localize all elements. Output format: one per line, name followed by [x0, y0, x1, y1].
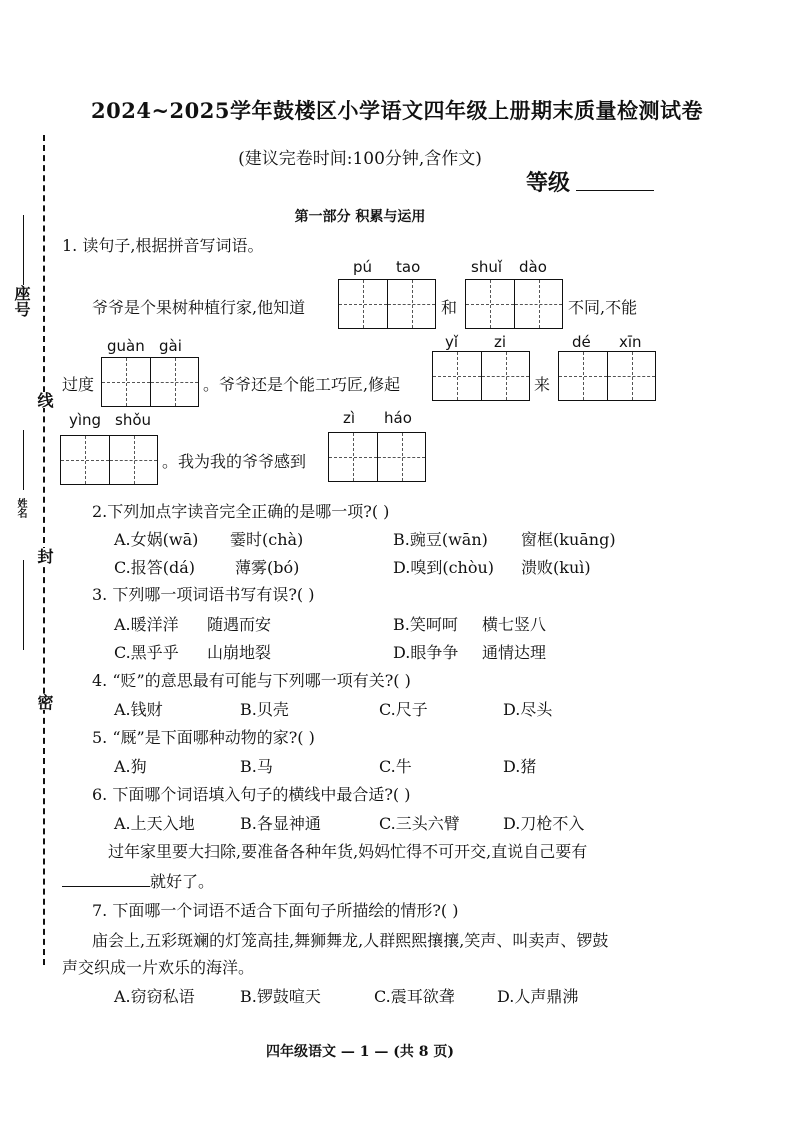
q1-text: 。我为我的爷爷感到 — [162, 452, 307, 471]
grade-label: 等级 — [526, 170, 571, 196]
q6-sentence: 过年家里要大扫除,要准备各种年货,妈妈忙得不可开交,直说自己要有 — [108, 842, 588, 861]
q6-answer-blank[interactable] — [62, 886, 150, 887]
q2-option-b[interactable] — [393, 527, 488, 550]
q7-prompt: 7. 下面哪一个词语不适合下面句子所描绘的情形?( ) — [92, 901, 459, 920]
q3-option-a[interactable] — [114, 612, 179, 635]
pinyin: guàn — [107, 337, 145, 355]
option-text: B.笑呵呵 — [393, 615, 458, 634]
q1-text: 来 — [534, 375, 551, 394]
option-text: D.眼争争 — [393, 643, 459, 662]
q1-text: 过度 — [62, 375, 95, 394]
binding-seal-char: 封 — [35, 548, 54, 564]
q7-sentence-end: 声交织成一片欢乐的海洋。 — [62, 958, 255, 977]
part-title: 第一部分 积累与运用 — [294, 209, 426, 225]
name-label: 姓名 — [15, 498, 26, 518]
q7-option-b[interactable]: B.锣鼓喧天 — [240, 987, 321, 1006]
option-text: 横七竖八 — [482, 615, 547, 634]
q5-option-d[interactable]: D.猪 — [503, 757, 537, 776]
q3-option-c[interactable] — [114, 640, 179, 663]
q2-prompt: 2.下列加点字读音完全正确的是哪一项?( ) — [92, 502, 390, 521]
pinyin: yìng — [69, 411, 102, 429]
q4-option-d[interactable]: D.尽头 — [503, 700, 553, 719]
q2-option-a-word — [230, 527, 303, 550]
pinyin: gài — [159, 337, 182, 355]
q1-text: 和 — [441, 298, 458, 317]
q5-option-c[interactable]: C.牛 — [379, 757, 412, 776]
option-text: 薄雾(bó) — [235, 558, 300, 577]
q4-option-c[interactable]: C.尺子 — [379, 700, 428, 719]
q3-option-b-2 — [482, 612, 546, 635]
q6-sentence-tail: 就好了。 — [150, 872, 215, 891]
q1-text: 爷爷是个果树种植行家,他知道 — [92, 298, 306, 317]
q6-option-b[interactable]: B.各显神通 — [240, 814, 321, 833]
q1-prompt: 1. 读句子,根据拼音写词语。 — [62, 236, 264, 255]
q2-option-d[interactable] — [393, 555, 494, 578]
option-text: C.报答(dá) — [114, 558, 196, 577]
option-text: A.女娲(wā) — [114, 530, 199, 549]
pinyin: shǒu — [115, 411, 152, 429]
q4-option-b[interactable]: B.贝壳 — [240, 700, 289, 719]
answer-grid-dexin[interactable] — [558, 351, 656, 401]
answer-grid-yizi[interactable] — [432, 351, 530, 401]
q1-text: 不同,不能 — [568, 298, 638, 317]
q6-sentence-end — [62, 869, 214, 892]
q5-prompt: 5. “厩”是下面哪种动物的家?( ) — [92, 728, 315, 747]
q7-option-d[interactable]: D.人声鼎沸 — [497, 987, 579, 1006]
option-text: 山崩地裂 — [207, 643, 272, 662]
pinyin: tao — [396, 258, 421, 276]
q7-option-a[interactable]: A.窃窃私语 — [114, 987, 195, 1006]
q6-option-a[interactable]: A.上天入地 — [114, 814, 195, 833]
q6-option-d[interactable]: D.刀枪不入 — [503, 814, 585, 833]
pinyin: dé — [572, 333, 591, 351]
page-footer: 四年级语文 — 1 — (共 8 页) — [266, 1044, 454, 1060]
q2-option-c-word — [235, 555, 299, 578]
option-text: D.嗅到(chòu) — [393, 558, 495, 577]
q3-prompt: 3. 下列哪一项词语书写有误?( ) — [92, 585, 315, 604]
binding-line-char: 线 — [35, 392, 54, 408]
q2-option-b-word — [521, 527, 616, 550]
option-text: 溃败(kuì) — [521, 558, 591, 577]
q7-option-c[interactable]: C.震耳欲聋 — [374, 987, 455, 1006]
option-text: 随遇而安 — [207, 615, 272, 634]
q6-option-c[interactable]: C.三头六臂 — [379, 814, 460, 833]
answer-grid-zihao[interactable] — [328, 432, 426, 482]
exam-title: 2024~2025学年鼓楼区小学语文四年级上册期末质量检测试卷 — [91, 98, 703, 123]
binding-secret-char: 密 — [35, 694, 54, 710]
answer-grid-guangai[interactable] — [101, 357, 199, 407]
q3-option-c-2 — [207, 640, 271, 663]
pinyin: shuǐ — [471, 258, 502, 276]
option-text: B.豌豆(wān) — [393, 530, 488, 549]
option-text: 霎时(chà) — [230, 530, 304, 549]
q2-option-d-word — [521, 555, 591, 578]
option-text: 通情达理 — [482, 643, 547, 662]
name-blank-line — [23, 430, 24, 490]
pinyin: háo — [384, 409, 412, 427]
q2-option-a[interactable] — [114, 527, 198, 550]
q3-option-b[interactable] — [393, 612, 458, 635]
q2-option-c[interactable] — [114, 555, 195, 578]
q3-option-d[interactable] — [393, 640, 458, 663]
pinyin: xīn — [619, 333, 642, 351]
q3-option-a-2 — [207, 612, 271, 635]
option-text: C.黑乎乎 — [114, 643, 179, 662]
q7-sentence: 庙会上,五彩斑斓的灯笼高挂,舞狮舞龙,人群熙熙攘攘,笑声、叫卖声、锣鼓 — [92, 931, 609, 950]
seat-number-label: 座号 — [12, 285, 31, 317]
q6-prompt: 6. 下面哪个词语填入句子的横线中最合适?( ) — [92, 785, 411, 804]
answer-grid-shuidao[interactable] — [465, 279, 563, 329]
q4-option-a[interactable]: A.钱财 — [114, 700, 163, 719]
option-text: A.暖洋洋 — [114, 615, 179, 634]
answer-grid-yingshou[interactable] — [60, 435, 158, 485]
pinyin: pú — [353, 258, 373, 276]
q1-text: 。爷爷还是个能工巧匠,修起 — [203, 375, 401, 394]
q5-option-a[interactable]: A.狗 — [114, 757, 147, 776]
answer-grid-putao[interactable] — [338, 279, 436, 329]
class-blank-line — [23, 560, 24, 650]
exam-subtitle: (建议完卷时间:100分钟,含作文) — [238, 149, 482, 169]
q4-prompt: 4. “贬”的意思最有可能与下列哪一项有关?( ) — [92, 671, 411, 690]
pinyin: dào — [519, 258, 547, 276]
grade-blank[interactable] — [576, 190, 654, 191]
pinyin: yǐ — [445, 333, 459, 351]
pinyin: zi — [494, 333, 507, 351]
pinyin: zì — [343, 409, 356, 427]
q5-option-b[interactable]: B.马 — [240, 757, 273, 776]
option-text: 窗框(kuāng) — [521, 530, 616, 549]
q3-option-d-2 — [482, 640, 546, 663]
